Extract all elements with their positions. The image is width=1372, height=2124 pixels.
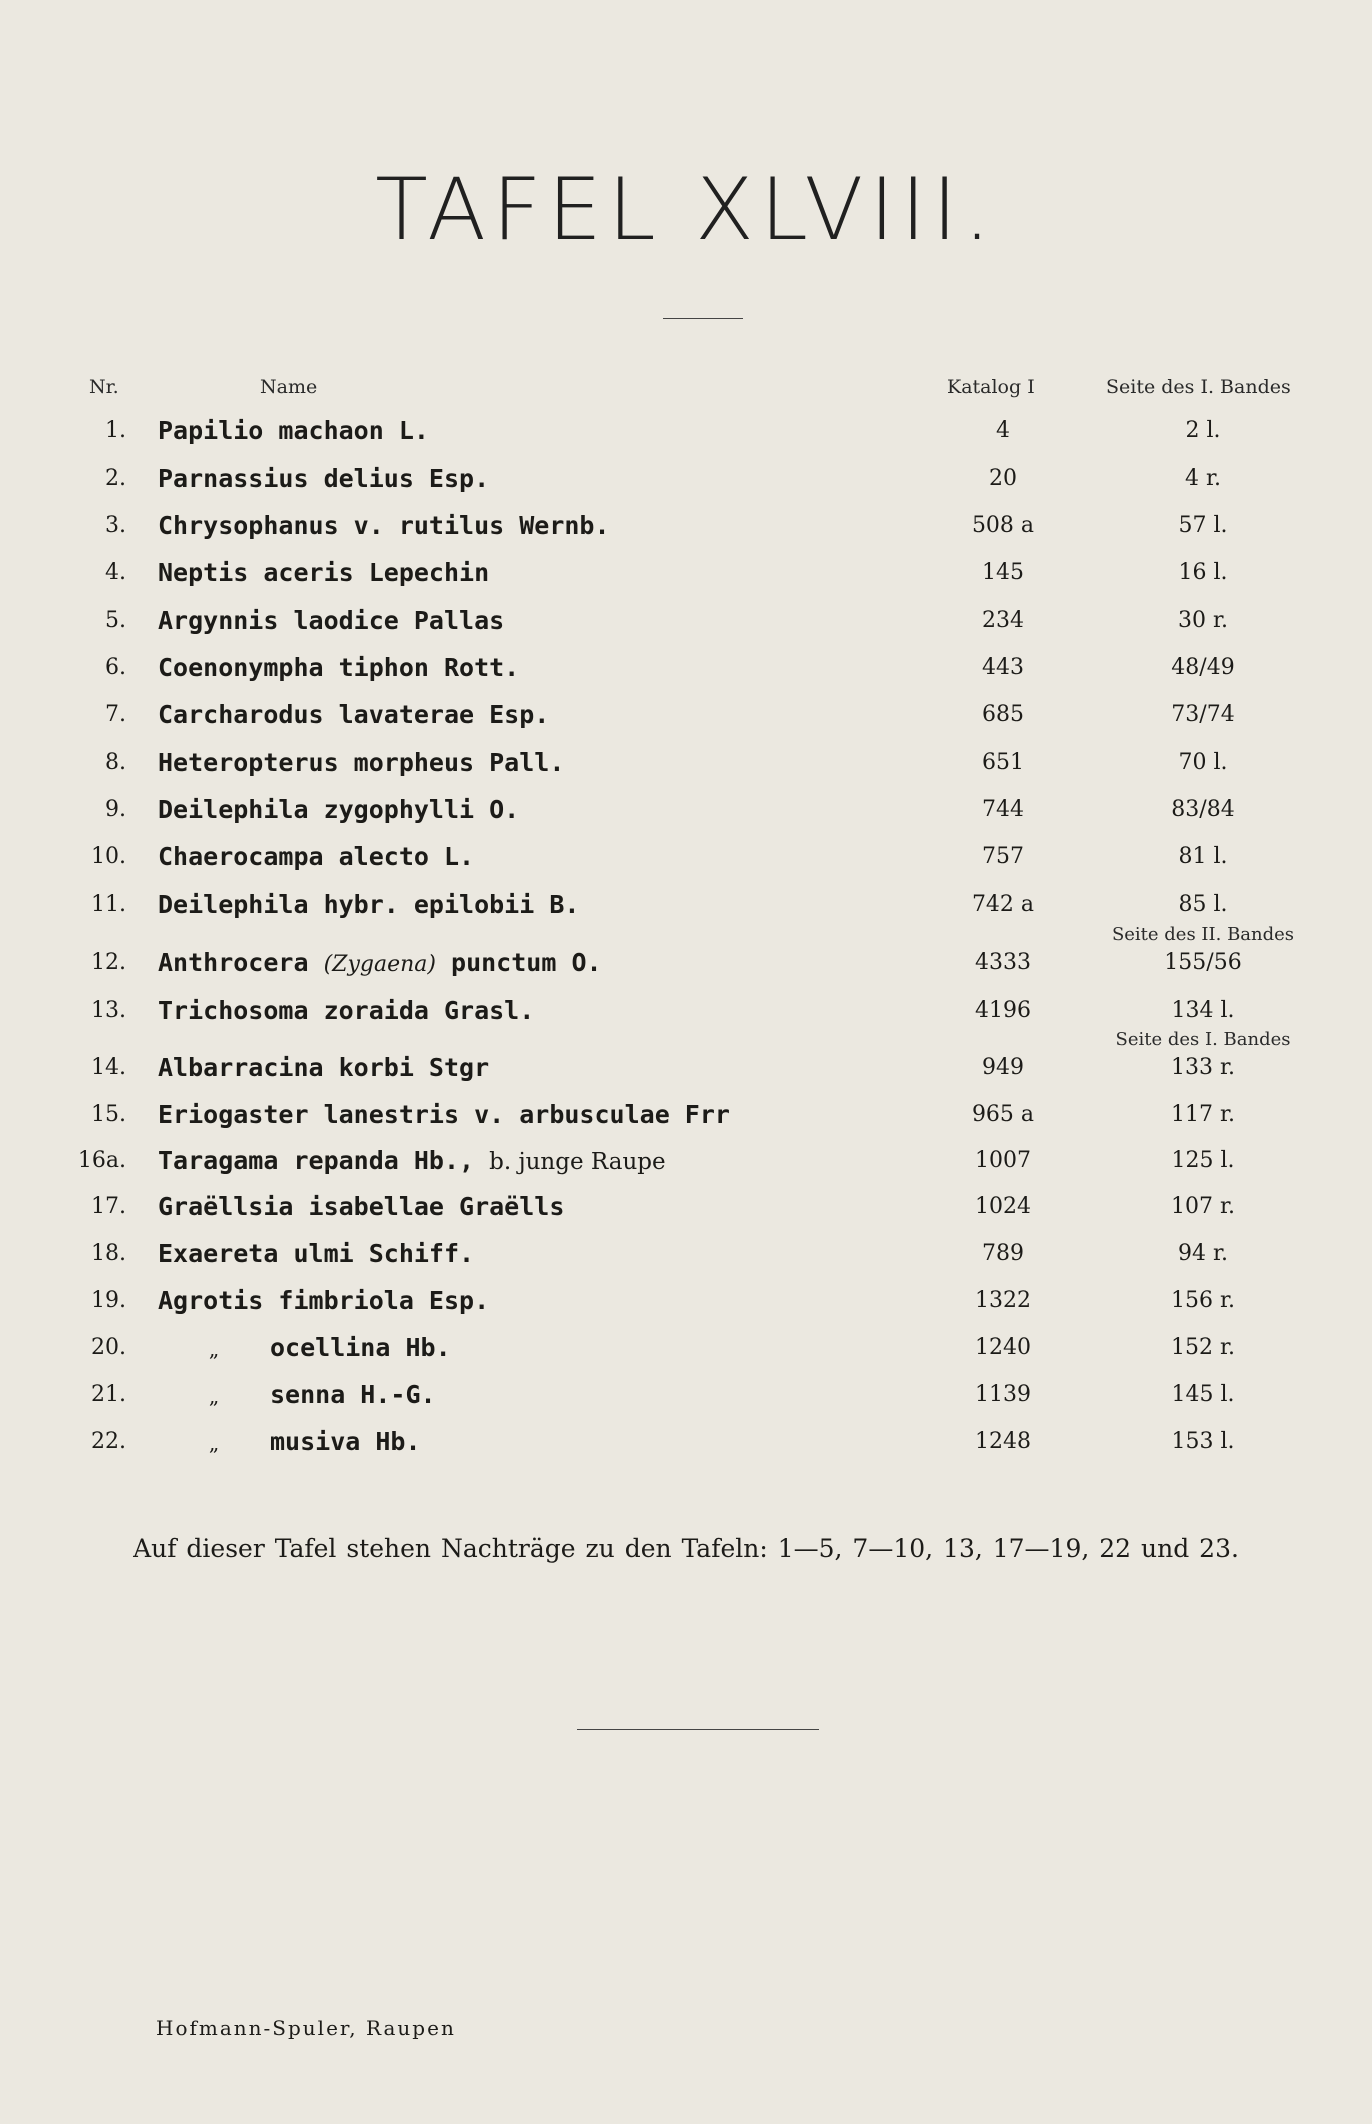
- row-number: 10.: [91, 844, 126, 869]
- species-name: Chrysophanus v. rutilus Wernb.: [158, 511, 610, 540]
- species-name-main: Taragama repanda Hb.,: [158, 1146, 475, 1175]
- page-reference: 16 l.: [1178, 560, 1228, 585]
- row-number: 15.: [91, 1102, 126, 1127]
- species-note: b. junge Raupe: [489, 1149, 666, 1175]
- species-name: [158, 1333, 451, 1362]
- page-reference: 152 r.: [1170, 1335, 1236, 1360]
- page-reference: 4 r.: [1184, 466, 1222, 491]
- header-katalog: Katalog I: [947, 376, 1035, 398]
- species-name: Trichosoma zoraida Grasl.: [158, 996, 535, 1025]
- row-number: 4.: [105, 560, 126, 585]
- table-row: [0, 1235, 1372, 1275]
- species-name: Heteropterus morpheus Pall.: [158, 748, 565, 777]
- species-name: Neptis aceris Lepechin: [158, 558, 490, 587]
- supplement-note: Auf dieser Tafel stehen Nachträge zu den Tafeln: 1—5, 7—10, 13, 17—19, 22 und 23.: [133, 1534, 1239, 1563]
- species-name: [158, 1146, 666, 1175]
- katalog-number: 4196: [975, 998, 1031, 1023]
- page-reference: 94 r.: [1177, 1241, 1229, 1266]
- species-name: [158, 1380, 436, 1409]
- page-reference: 153 l.: [1171, 1429, 1235, 1454]
- table-row: [0, 412, 1372, 452]
- table-row: [0, 460, 1372, 500]
- katalog-number: 651: [982, 750, 1024, 775]
- header-nr: Nr.: [89, 376, 119, 398]
- row-number: 20.: [91, 1335, 126, 1360]
- species-epithet: senna H.-G.: [270, 1380, 436, 1409]
- row-number: 21.: [91, 1382, 126, 1407]
- row-number: 8.: [105, 750, 126, 775]
- species-name: Chaerocampa alecto L.: [158, 842, 475, 871]
- page-reference: 85 l.: [1178, 892, 1228, 917]
- species-name: Deilephila zygophylli O.: [158, 795, 520, 824]
- species-subgenus: (Zygaena): [323, 952, 436, 977]
- ditto-mark: „: [208, 1337, 220, 1361]
- page-reference: 156 r.: [1170, 1288, 1236, 1313]
- row-number: 2.: [105, 466, 126, 491]
- katalog-number: 1322: [975, 1288, 1031, 1313]
- species-epithet: punctum O.: [451, 948, 602, 977]
- table-row: [0, 1142, 1372, 1182]
- subheader-band-1: Seite des I. Bandes: [1115, 1029, 1291, 1050]
- row-number: 13.: [91, 998, 126, 1023]
- row-number: 5.: [105, 608, 126, 633]
- species-name: Eriogaster lanestris v. arbusculae Frr: [158, 1100, 730, 1129]
- species-name: Argynnis laodice Pallas: [158, 606, 505, 635]
- divider-bottom: [577, 1729, 819, 1730]
- row-number: 19.: [91, 1288, 126, 1313]
- table-row: [0, 744, 1372, 784]
- page-reference: 125 l.: [1171, 1148, 1235, 1173]
- species-name: Coenonympha tiphon Rott.: [158, 653, 520, 682]
- row-number: 9.: [105, 797, 126, 822]
- katalog-number: 443: [982, 655, 1024, 680]
- ditto-mark: „: [208, 1384, 220, 1408]
- katalog-number: 1024: [975, 1194, 1031, 1219]
- row-number: 16a.: [77, 1148, 126, 1173]
- ditto-mark: „: [208, 1431, 220, 1455]
- page-reference: 70 l.: [1178, 750, 1228, 775]
- katalog-number: 1240: [975, 1335, 1031, 1360]
- page-reference: 133 r.: [1170, 1055, 1236, 1080]
- page-reference: 117 r.: [1170, 1102, 1236, 1127]
- species-name: Agrotis fimbriola Esp.: [158, 1286, 490, 1315]
- table-row: [0, 554, 1372, 594]
- species-epithet: musiva Hb.: [270, 1427, 421, 1456]
- page-reference: 107 r.: [1170, 1194, 1236, 1219]
- table-row: [0, 1423, 1372, 1463]
- species-epithet: ocellina Hb.: [270, 1333, 451, 1362]
- table-row: [0, 1282, 1372, 1322]
- page-reference: 2 l.: [1185, 418, 1221, 443]
- katalog-number: 757: [982, 844, 1024, 869]
- species-name: [158, 1427, 421, 1456]
- row-number: 14.: [91, 1055, 126, 1080]
- katalog-number: 744: [982, 797, 1024, 822]
- table-row: [0, 1096, 1372, 1136]
- row-number: 7.: [105, 702, 126, 727]
- species-name: Papilio machaon L.: [158, 416, 429, 445]
- page-footer: Hofmann-Spuler, Raupen: [156, 2016, 456, 2040]
- table-row: [0, 886, 1372, 926]
- header-seite: Seite des I. Bandes: [1106, 376, 1291, 398]
- katalog-number: 20: [989, 466, 1017, 491]
- row-number: 1.: [105, 418, 126, 443]
- katalog-number: 965 a: [971, 1102, 1035, 1127]
- row-number: 22.: [91, 1429, 126, 1454]
- page-reference: 155/56: [1164, 950, 1242, 975]
- table-row: [0, 649, 1372, 689]
- species-name: Carcharodus lavaterae Esp.: [158, 700, 550, 729]
- table-row: [0, 1376, 1372, 1416]
- table-row: [0, 602, 1372, 642]
- table-row: [0, 696, 1372, 736]
- species-name: [158, 948, 602, 977]
- page-reference: 145 l.: [1171, 1382, 1235, 1407]
- page-reference: 134 l.: [1171, 998, 1235, 1023]
- katalog-number: 1007: [975, 1148, 1031, 1173]
- table-row: [0, 992, 1372, 1032]
- row-number: 18.: [91, 1241, 126, 1266]
- row-number: 6.: [105, 655, 126, 680]
- subheader-band-2: Seite des II. Bandes: [1111, 924, 1295, 945]
- row-number: 3.: [105, 513, 126, 538]
- katalog-number: 789: [982, 1241, 1024, 1266]
- species-name: Deilephila hybr. epilobii B.: [158, 890, 580, 919]
- katalog-number: 145: [982, 560, 1024, 585]
- row-number: 12.: [91, 950, 126, 975]
- katalog-number: 4: [996, 418, 1010, 443]
- katalog-number: 1139: [975, 1382, 1031, 1407]
- species-name: Exaereta ulmi Schiff.: [158, 1239, 475, 1268]
- table-row: [0, 1049, 1372, 1089]
- katalog-number: 949: [982, 1055, 1024, 1080]
- row-number: 17.: [91, 1194, 126, 1219]
- table-row: [0, 1329, 1372, 1369]
- species-name: Albarracina korbi Stgr: [158, 1053, 490, 1082]
- katalog-number: 4333: [975, 950, 1031, 975]
- header-name: Name: [260, 376, 318, 398]
- katalog-number: 742 a: [971, 892, 1035, 917]
- row-number: 11.: [91, 892, 126, 917]
- species-genus: Anthrocera: [158, 948, 309, 977]
- table-row: [0, 791, 1372, 831]
- katalog-number: 508 a: [971, 513, 1035, 538]
- page-reference: 57 l.: [1178, 513, 1228, 538]
- divider-top: [663, 318, 743, 319]
- page-title: TAFEL XLVIII.: [375, 160, 997, 260]
- katalog-number: 234: [982, 608, 1024, 633]
- page-reference: 83/84: [1171, 797, 1235, 822]
- katalog-number: 1248: [975, 1429, 1031, 1454]
- page-reference: 73/74: [1171, 702, 1235, 727]
- katalog-number: 685: [982, 702, 1024, 727]
- table-row: [0, 944, 1372, 984]
- species-name: Parnassius delius Esp.: [158, 464, 490, 493]
- table-row: [0, 838, 1372, 878]
- species-name: Graëllsia isabellae Graëlls: [158, 1192, 565, 1221]
- page-reference: 81 l.: [1178, 844, 1228, 869]
- table-row: [0, 507, 1372, 547]
- page-reference: 48/49: [1171, 655, 1235, 680]
- table-row: [0, 1188, 1372, 1228]
- page-reference: 30 r.: [1177, 608, 1229, 633]
